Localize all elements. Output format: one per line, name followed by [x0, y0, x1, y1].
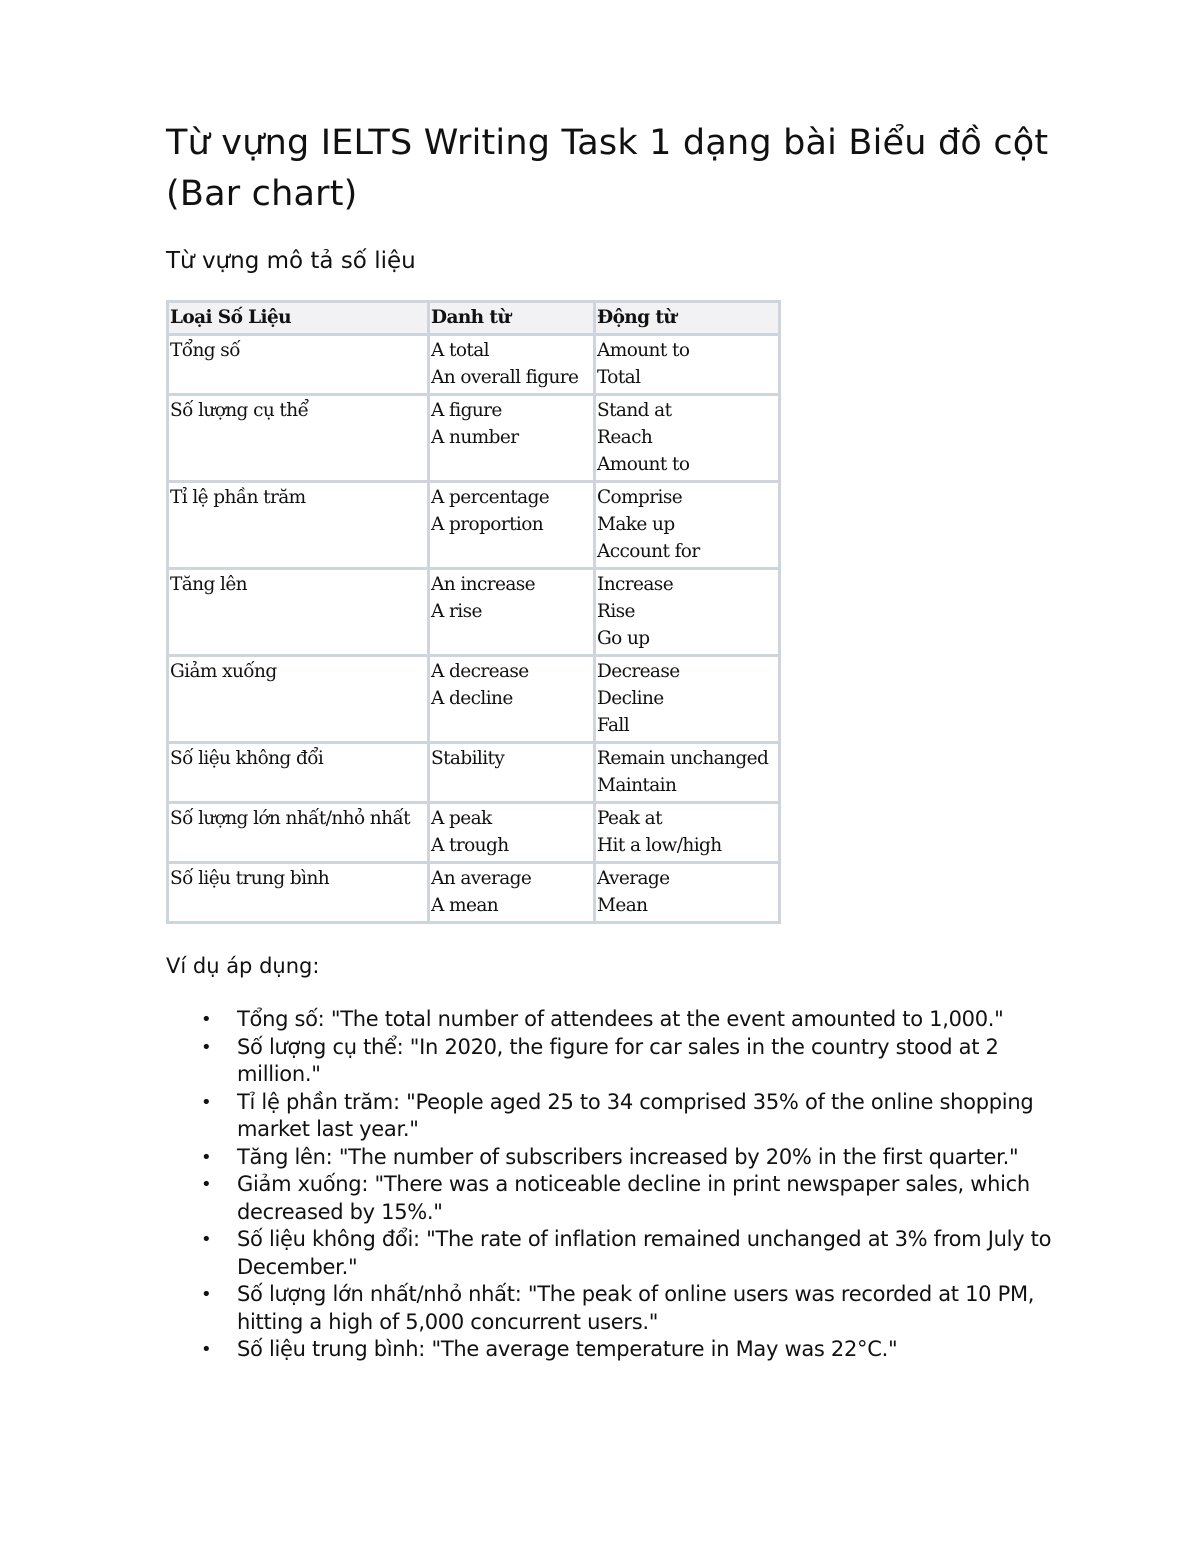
cell-nouns — [430, 657, 593, 741]
table-row — [169, 396, 778, 480]
verb-item: Mean — [597, 895, 648, 916]
noun-item: A figure — [431, 400, 502, 421]
noun-item: A decrease — [431, 661, 529, 682]
verb-item: Fall — [597, 715, 630, 736]
noun-item: A decline — [431, 688, 513, 709]
example-text: Tỉ lệ phần trăm: "People aged 25 to 34 comprised 35% of the online shopping market last year." — [237, 1089, 1034, 1141]
bullet-icon: • — [201, 1339, 212, 1360]
noun-item: A total — [431, 340, 489, 361]
cell-data-type: Tổng số — [169, 336, 427, 393]
bullet-icon: • — [201, 1146, 212, 1168]
verb-item: Maintain — [597, 775, 677, 796]
noun-item: A peak — [431, 808, 492, 829]
table-row — [169, 336, 778, 393]
example-item — [201, 1336, 1087, 1364]
cell-nouns — [430, 396, 593, 480]
verb-item: Account for — [597, 541, 700, 562]
cell-verbs — [596, 657, 778, 741]
table-row — [169, 657, 778, 741]
bullet-icon: • — [201, 1229, 212, 1250]
bullet-icon: • — [201, 1036, 212, 1058]
example-text: Số liệu trung bình: "The average temperature in May was 22°C." — [237, 1337, 898, 1361]
noun-item: A rise — [431, 601, 482, 622]
verb-item: Decline — [597, 688, 664, 709]
noun-item: An average — [431, 868, 532, 889]
example-text: Tăng lên: "The number of subscribers increased by 20% in the first quarter." — [237, 1144, 1019, 1169]
cell-data-type: Số liệu trung bình — [169, 864, 427, 921]
noun-item: An increase — [431, 574, 536, 595]
table-row — [169, 804, 778, 861]
verb-item: Rise — [597, 601, 635, 622]
cell-nouns — [430, 483, 593, 567]
verb-item: Make up — [597, 514, 675, 535]
verb-item: Increase — [597, 574, 674, 595]
example-item — [201, 1171, 1087, 1226]
example-text: Tổng số: "The total number of attendees at the event amounted to 1,000." — [237, 1007, 1004, 1031]
noun-item: A proportion — [431, 514, 544, 535]
cell-data-type: Tăng lên — [169, 570, 427, 654]
verb-item: Reach — [597, 427, 653, 448]
example-item — [201, 1034, 1087, 1089]
vocabulary-table — [166, 300, 781, 924]
example-item — [201, 1226, 1087, 1281]
table-row — [169, 570, 778, 654]
document-page — [166, 118, 1086, 1364]
cell-data-type: Số lượng lớn nhất/nhỏ nhất — [169, 804, 427, 861]
cell-data-type: Tỉ lệ phần trăm — [169, 483, 427, 567]
table-row — [169, 483, 778, 567]
examples-heading: Ví dụ áp dụng: — [166, 954, 320, 978]
example-item — [201, 1281, 1087, 1336]
bullet-icon: • — [201, 1174, 212, 1195]
noun-item: A mean — [431, 895, 499, 916]
example-text: Số liệu không đổi: "The rate of inflation remained unchanged at 3% from July to December." — [237, 1227, 1052, 1279]
header-cell-type: Loại Số Liệu — [169, 303, 427, 333]
bullet-icon: • — [201, 1091, 212, 1113]
verb-item: Total — [597, 367, 641, 388]
verb-item: Decrease — [597, 661, 680, 682]
cell-nouns — [430, 804, 593, 861]
bullet-icon: • — [201, 1009, 212, 1030]
cell-verbs — [596, 570, 778, 654]
example-text: Số lượng lớn nhất/nhỏ nhất: "The peak of online users was recorded at 10 PM, hitting a high of 5,000 concurrent users." — [237, 1282, 1035, 1334]
noun-item: A trough — [431, 835, 509, 856]
table-body — [169, 336, 778, 921]
example-item — [201, 1006, 1087, 1034]
verb-item: Amount to — [597, 340, 690, 361]
example-text: Giảm xuống: "There was a noticeable decline in print newspaper sales, which decreased by 15%." — [237, 1172, 1030, 1224]
page-title: Từ vựng IELTS Writing Task 1 dạng bài Biểu đồ cột (Bar chart) — [166, 123, 1049, 214]
noun-item: A percentage — [431, 487, 550, 508]
table-row — [169, 744, 778, 801]
cell-verbs — [596, 804, 778, 861]
example-text: Số lượng cụ thể: "In 2020, the figure for car sales in the country stood at 2 million." — [237, 1034, 999, 1086]
verb-item: Peak at — [597, 808, 662, 829]
cell-nouns — [430, 336, 593, 393]
verb-item: Go up — [597, 628, 650, 649]
examples-list — [166, 1006, 1086, 1364]
example-item — [201, 1144, 1087, 1172]
table-header-row — [169, 303, 778, 333]
header-cell-verbs: Động từ — [596, 303, 778, 333]
cell-verbs — [596, 483, 778, 567]
verb-item: Average — [597, 868, 670, 889]
cell-verbs — [596, 396, 778, 480]
verb-item: Remain unchanged — [597, 748, 769, 769]
cell-data-type: Số lượng cụ thể — [169, 396, 427, 480]
cell-nouns — [430, 744, 593, 801]
verb-item: Stand at — [597, 400, 672, 421]
cell-verbs — [596, 336, 778, 393]
noun-item: Stability — [431, 748, 505, 769]
table-row — [169, 864, 778, 921]
example-item — [201, 1089, 1087, 1144]
cell-data-type: Số liệu không đổi — [169, 744, 427, 801]
noun-item: A number — [431, 427, 519, 448]
cell-verbs — [596, 744, 778, 801]
cell-data-type: Giảm xuống — [169, 657, 427, 741]
verb-item: Amount to — [597, 454, 690, 475]
cell-nouns — [430, 864, 593, 921]
cell-nouns — [430, 570, 593, 654]
verb-item: Comprise — [597, 487, 683, 508]
noun-item: An overall figure — [431, 367, 579, 388]
cell-verbs — [596, 864, 778, 921]
verb-item: Hit a low/high — [597, 835, 722, 856]
header-cell-nouns: Danh từ — [430, 303, 593, 333]
bullet-icon: • — [201, 1284, 212, 1305]
section-subtitle: Từ vựng mô tả số liệu — [166, 248, 416, 274]
